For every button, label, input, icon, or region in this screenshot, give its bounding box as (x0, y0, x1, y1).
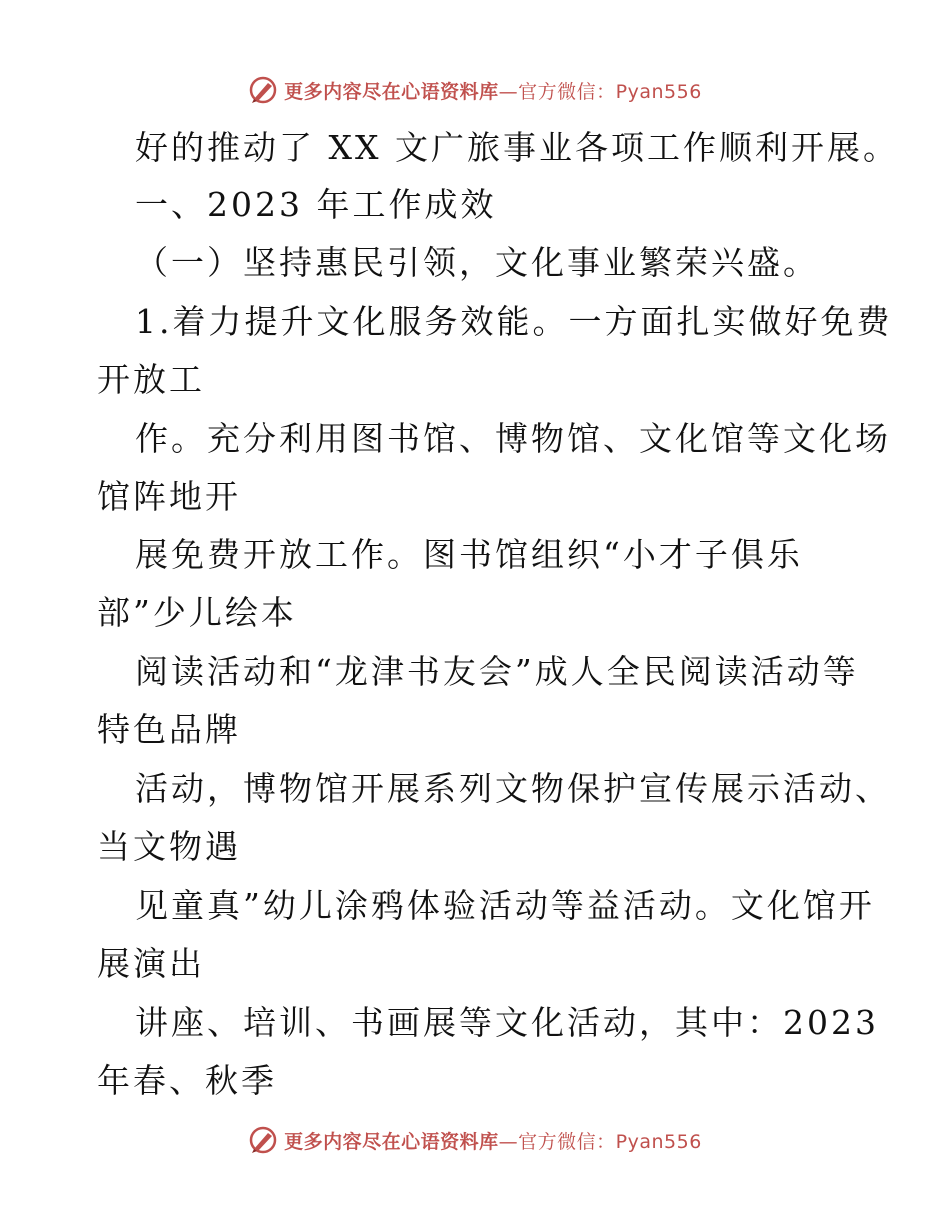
body-line: 馆阵地开 (97, 477, 241, 516)
body-line: 活动，博物馆开展系列文物保护宣传展示活动、 (135, 769, 891, 808)
pen-logo-icon (248, 1125, 278, 1155)
header-contact: 官方微信：Pyan556 (518, 80, 702, 103)
section-heading: 一、2023 年工作成效 (135, 185, 497, 224)
body-line: 年春、秋季 (97, 1061, 277, 1100)
footer-site-name: 更多内容尽在心语资料库 (284, 1130, 499, 1153)
body-line: 开放工 (97, 360, 205, 399)
body-line: 见童真”幼儿涂鸦体验活动等益活动。文化馆开 (135, 886, 875, 925)
pen-logo-icon (248, 75, 278, 105)
body-line: 1.着力提升文化服务效能。一方面扎实做好免费 (135, 302, 893, 341)
body-line: 好的推动了 XX 文广旅事业各项工作顺利开展。 (135, 128, 899, 167)
header-site-name: 更多内容尽在心语资料库 (284, 80, 499, 103)
footer-contact: 官方微信：Pyan556 (518, 1130, 702, 1153)
footer-banner (0, 1122, 950, 1158)
body-line: 当文物遇 (97, 827, 241, 866)
body-line: 展免费开放工作。图书馆组织“小才子俱乐 (135, 535, 803, 574)
body-line: 讲座、培训、书画展等文化活动，其中：2023 (135, 1003, 879, 1042)
subsection-heading: （一）坚持惠民引领，文化事业繁荣兴盛。 (135, 243, 819, 282)
header-dash: — (498, 80, 519, 103)
body-line: 作。充分利用图书馆、博物馆、文化馆等文化场 (135, 419, 891, 458)
body-line: 展演出 (97, 944, 205, 983)
footer-text (284, 1127, 702, 1154)
body-line: 特色品牌 (97, 710, 241, 749)
footer-dash: — (498, 1130, 519, 1153)
body-line: 部”少儿绘本 (97, 593, 297, 632)
header-text (284, 77, 702, 104)
header-banner (0, 72, 950, 108)
body-line: 阅读活动和“龙津书友会”成人全民阅读活动等 (135, 652, 859, 691)
